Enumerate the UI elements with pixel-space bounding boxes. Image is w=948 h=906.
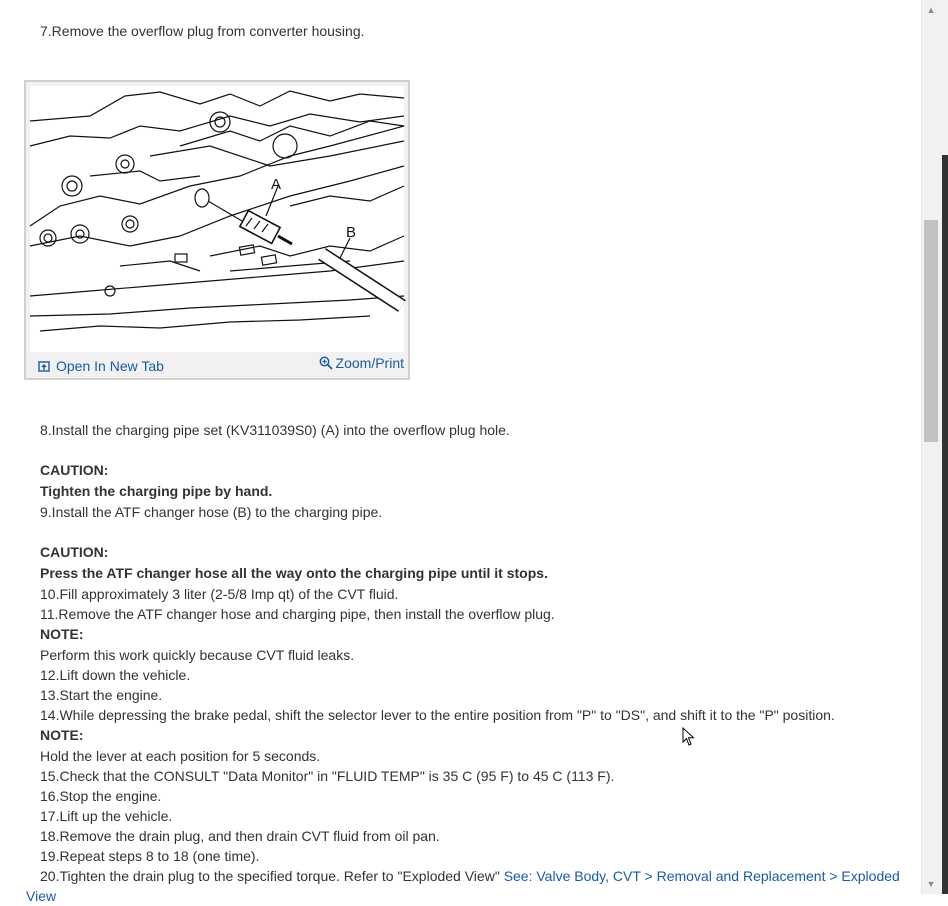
step-17: 17.Lift up the vehicle.: [40, 808, 173, 824]
exploded-view-link-continued[interactable]: View: [26, 888, 57, 904]
zoom-print-label: Zoom/Print: [335, 355, 404, 371]
note-2-label: NOTE:: [40, 727, 84, 743]
illustration-figure: [24, 80, 410, 380]
scrollbar-thumb[interactable]: [924, 220, 938, 442]
step-10: 10.Fill approximately 3 liter (2-5/8 Imp qt) of the CVT fluid.: [40, 586, 399, 602]
step-15: 15.Check that the CONSULT "Data Monitor" in "FLUID TEMP" is 35 C (95 F) to 45 C (113 F).: [40, 768, 615, 784]
step-8: 8.Install the charging pipe set (KV311039S0) (A) into the overflow plug hole.: [40, 422, 510, 438]
caution-1-label: CAUTION:: [40, 462, 109, 478]
label-a: A: [271, 176, 282, 193]
exploded-view-link[interactable]: See: Valve Body, CVT > Removal and Replacement > Exploded: [503, 868, 900, 884]
scroll-up-arrow-icon[interactable]: ▲: [926, 5, 936, 15]
step-11: 11.Remove the ATF changer hose and charging pipe, then install the overflow plug.: [40, 606, 555, 622]
step-14: 14.While depressing the brake pedal, shift the selector lever to the entire position from "P" to "DS", and shift it to the "P" position.: [40, 707, 835, 723]
scroll-down-arrow-icon[interactable]: ▼: [926, 879, 936, 889]
open-in-new-tab-link[interactable]: [38, 358, 164, 374]
step-20: [40, 866, 900, 886]
caution-2-text: Press the ATF changer hose all the way onto the charging pipe until it stops.: [40, 565, 548, 581]
note-1-text: Perform this work quickly because CVT fluid leaks.: [40, 647, 355, 663]
step-18: 18.Remove the drain plug, and then drain CVT fluid from oil pan.: [40, 828, 440, 844]
figure-footer: [26, 352, 408, 378]
note-2-text: Hold the lever at each position for 5 seconds.: [40, 748, 321, 764]
charging-pipe-drawing: [30, 86, 404, 352]
vertical-scrollbar[interactable]: [921, 0, 948, 894]
note-1-label: NOTE:: [40, 626, 84, 642]
caution-1-text: Tighten the charging pipe by hand.: [40, 483, 273, 499]
step-13: 13.Start the engine.: [40, 687, 163, 703]
label-b: B: [346, 224, 357, 241]
open-in-new-tab-label: Open In New Tab: [56, 358, 164, 374]
open-in-new-tab-icon: [38, 360, 50, 372]
zoom-magnifier-icon: [319, 356, 333, 370]
step-16: 16.Stop the engine.: [40, 788, 162, 804]
step-7: 7.Remove the overflow plug from converter housing.: [40, 23, 365, 39]
outer-scrollbar-thumb[interactable]: [942, 155, 948, 894]
step-9: 9.Install the ATF changer hose (B) to the charging pipe.: [40, 504, 383, 520]
zoom-print-link[interactable]: [319, 355, 404, 371]
caution-2-label: CAUTION:: [40, 544, 109, 560]
step-20-text: 20.Tighten the drain plug to the specified torque. Refer to "Exploded View": [40, 868, 500, 884]
step-19: 19.Repeat steps 8 to 18 (one time).: [40, 848, 260, 864]
step-12: 12.Lift down the vehicle.: [40, 667, 191, 683]
illustration-image[interactable]: [30, 86, 404, 352]
mouse-pointer-icon: [682, 727, 696, 750]
